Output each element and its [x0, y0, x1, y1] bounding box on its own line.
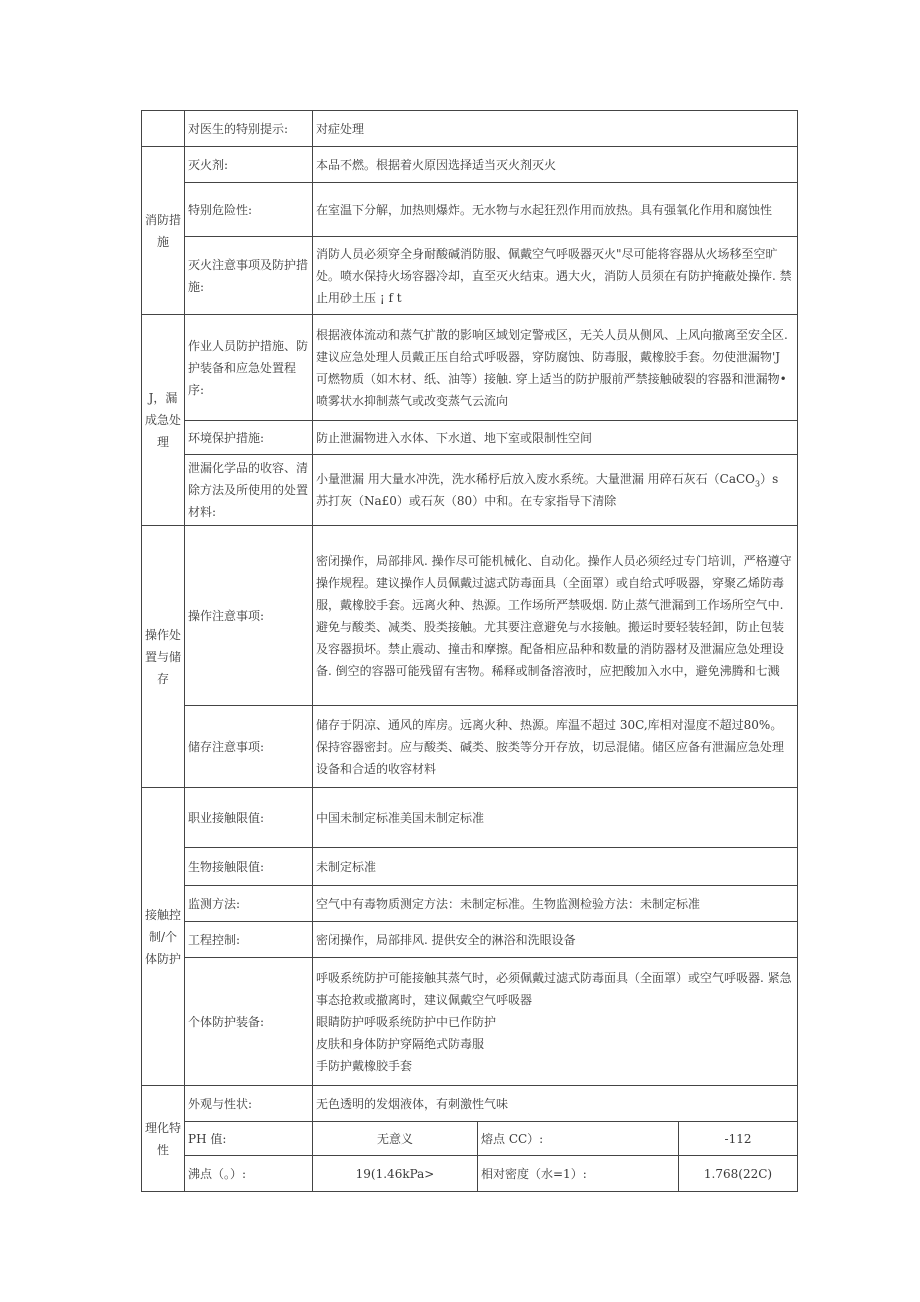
value-leak-env: 防止泄漏物进入水体、下水道、地下室或限制性空间 [313, 421, 798, 455]
value-phys-density: 1.768(22C) [679, 1156, 798, 1192]
ppe-line: 眼睛防护呼吸系统防护中已作防护 [316, 1014, 497, 1029]
section-blank [142, 111, 185, 147]
row-fire-agent [142, 147, 798, 183]
label-exposure-occ: 职业接触限值: [185, 788, 313, 848]
row-exposure-monitor [142, 886, 798, 922]
row-fire-hazard [142, 183, 798, 237]
ppe-line: 手防护戴橡胶手套 [316, 1058, 413, 1073]
value-handling-ops: 密闭操作，局部排风. 操作尽可能机械化、自动化。操作人员必须经过专门培训，严格遵守操作规程。建议操作人员佩戴过滤式防毒面具（全面罩）或自给式呼吸器，穿聚乙烯防毒服，戴橡胶手套。远离火种、热源。工作场所严禁吸烟. 防止蒸气泄漏到工作场所空气中. 避免与酸类、减类、股类接触。尤其要注意避免与水接触。搬运时要轻装轻卸，防止包装及容器损坏。禁止震动、撞击和摩擦。配备相应品种和数量的消防器材及泄漏应急处理设备. 倒空的容器可能残留有害物。稀释或制备溶液时，应把酸加入水中，避免沸腾和七溅 [313, 526, 798, 706]
value-phys-bp: 19(1.46kPa> [313, 1156, 478, 1192]
row-leak-cleanup [142, 455, 798, 526]
label-leak-env: 环境保护措施: [185, 421, 313, 455]
row-leak-env [142, 421, 798, 455]
row-doctor [142, 111, 798, 147]
value-leak-cleanup [313, 455, 798, 526]
ppe-line: 皮肤和身体防护穿隔绝式防毒服 [316, 1036, 485, 1051]
cleanup-subscript: 3 [755, 479, 761, 489]
label-handling-ops: 操作注意事项: [185, 526, 313, 706]
value-exposure-ppe [313, 958, 798, 1086]
value-fire-notes: 消防人员必须穿全身耐酸碱消防服、佩戴空气呼吸器灭火"尽可能将容器从火场移至空旷处。喷水保持火场容器冷却，直至灭火结束。遇大火，消防人员须在有防护掩蔽处操作. 禁止用砂土压 ¡ f t [313, 237, 798, 315]
row-exposure-eng [142, 922, 798, 958]
label-fire-agent: 灭火剂: [185, 147, 313, 183]
value-leak-ops: 根据液体流动和蒸气扩散的影响区域划定警戒区，无关人员从侧风、上风向撤离至安全区. 建议应急处理人员戴正压自给式呼吸器，穿防腐蚀、防毒服，戴橡胶手套。勿使泄漏物'J 可燃物质（如木材、纸、油等）接触. 穿上适当的防护服前严禁接触破裂的容器和泄漏物•喷雾状水抑制蒸气或改变蒸气云流向 [313, 315, 798, 421]
label-phys-appearance: 外观与性状: [185, 1086, 313, 1122]
row-phys-bp [142, 1156, 798, 1192]
row-leak-ops [142, 315, 798, 421]
row-phys-appearance [142, 1086, 798, 1122]
label-handling-storage: 储存注意事项: [185, 706, 313, 788]
label-fire-notes: 灭火注意事项及防护措施: [185, 237, 313, 315]
section-handling: 操作处置与储存 [142, 526, 185, 788]
value-fire-hazard: 在室温下分解，加热则爆炸。无水物与水起狂烈作用而放热。具有强氧化作用和腐蚀性 [313, 183, 798, 237]
label-phys-bp: 沸点（。）: [185, 1156, 313, 1192]
value-exposure-occ: 中国未制定标准美国未制定标准 [313, 788, 798, 848]
label-exposure-bio: 生物接触限值: [185, 848, 313, 886]
value-exposure-monitor: 空气中有毒物质测定方法：未制定标准。生物监测检验方法：未制定标准 [313, 886, 798, 922]
section-phys: 理化特性 [142, 1086, 185, 1192]
label-leak-cleanup: 泄漏化学品的收容、清除方法及所使用的处置材料: [185, 455, 313, 526]
section-fire: 消防措施 [142, 147, 185, 315]
value-phys-melt: -112 [679, 1122, 798, 1156]
label-exposure-monitor: 监测方法: [185, 886, 313, 922]
value-exposure-eng: 密闭操作，局部排风. 提供安全的淋浴和洗眼设备 [313, 922, 798, 958]
row-fire-notes [142, 237, 798, 315]
section-leak: J，漏成急处理 [142, 315, 185, 526]
label-exposure-eng: 工程控制: [185, 922, 313, 958]
section-exposure: 接触控制/个体防护 [142, 788, 185, 1086]
value-doctor: 对症处理 [313, 111, 798, 147]
label-doctor: 对医生的特别提示: [185, 111, 313, 147]
cleanup-text-a: 小量泄漏 用大量水冲洗，洗水稀杼后放入废水系统。大量泄漏 用碎石灰石（CaCO [316, 472, 755, 486]
value-exposure-bio: 未制定标准 [313, 848, 798, 886]
value-handling-storage: 储存于阴凉、通风的库房。远离火种、热源。库温不超过 30C,库相对湿度不超过80%。保持容器密封。应与酸类、碱类、胺类等分开存放，切忌混储。储区应备有泄漏应急处理设备和合适的收容材料 [313, 706, 798, 788]
row-handling-ops [142, 526, 798, 706]
row-exposure-occ [142, 788, 798, 848]
label-phys-density: 相对密度（水=1）: [478, 1156, 679, 1192]
ppe-line: 呼吸系统防护可能接触其蒸气时，必须佩戴过滤式防毒面具（全面罩）或空气呼吸器. 紧急事态抢救或撤离时，建议佩戴空气呼吸器 [316, 970, 792, 1007]
row-exposure-ppe [142, 958, 798, 1086]
value-phys-appearance: 无色透明的发烟液体，有刺激性气味 [313, 1086, 798, 1122]
label-leak-ops: 作业人员防护措施、防护装备和应急处置程序: [185, 315, 313, 421]
label-fire-hazard: 特别危险性: [185, 183, 313, 237]
value-phys-ph: 无意义 [313, 1122, 478, 1156]
row-phys-ph [142, 1122, 798, 1156]
value-fire-agent: 本品不燃。根据着火原因选择适当灭火剂灭火 [313, 147, 798, 183]
row-exposure-bio [142, 848, 798, 886]
row-handling-storage [142, 706, 798, 788]
label-phys-melt: 熔点 CC）: [478, 1122, 679, 1156]
cleanup-text-b: ）s 苏打灰（Na£0）或石灰（80）中和。在专家指导下清除 [316, 472, 779, 508]
label-phys-ph: PH 值: [185, 1122, 313, 1156]
label-exposure-ppe: 个体防护装备: [185, 958, 313, 1086]
msds-table [141, 110, 798, 1192]
